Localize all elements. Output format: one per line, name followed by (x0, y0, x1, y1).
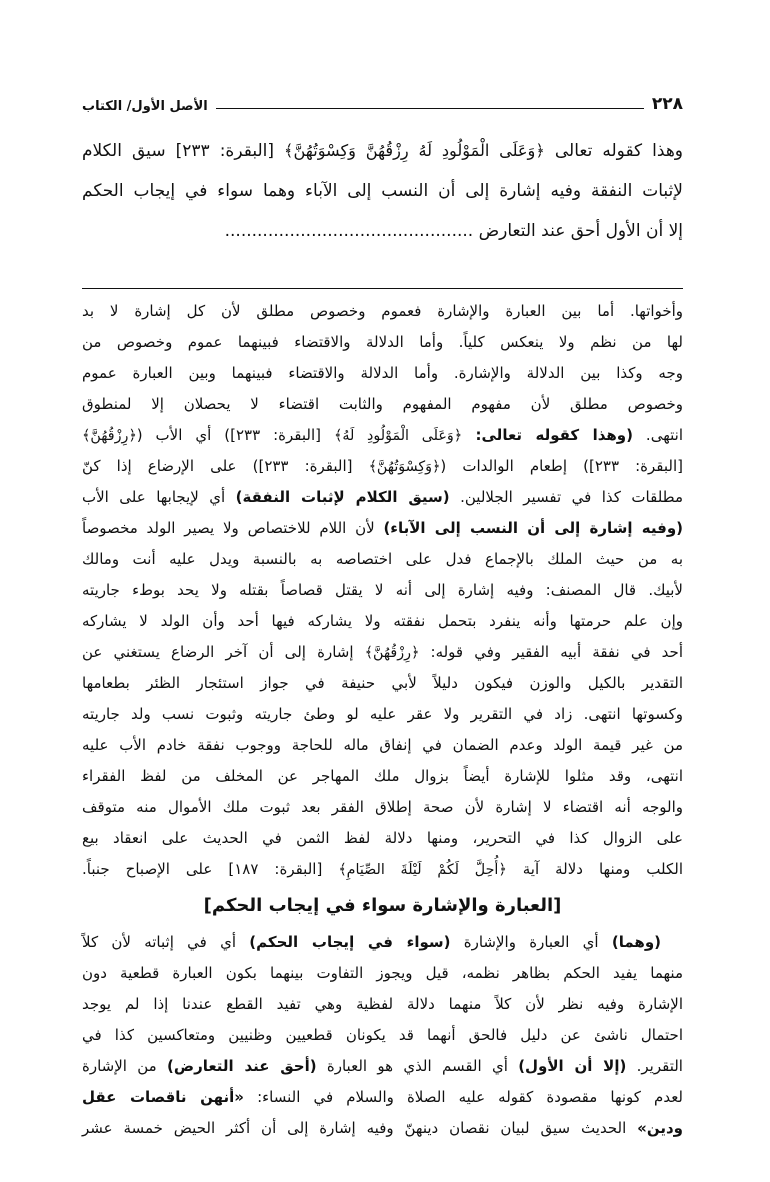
text-segment: لأبيك. قال المصنف: وفيه إشارة إلى أنه لا يقتل قصاصاً بقتله ولا يحد بوطء جاريته (82, 581, 683, 599)
text-segment: التقدير بالكيل والوزن فيكون دليلاً لأبي حنيفة في جواز استئجار الظئر بطعامها (82, 674, 683, 692)
text-segment: وكسوتها انتهى. زاد في التقرير ولا عقر عليه لو وطئ جاريته وثبوت نسب ولد جاريته (82, 705, 683, 723)
text-line (82, 989, 683, 1020)
text-segment: على الزوال كذا في التحرير، ومنها دلالة لفظ الثمن في الحديث على انعقاد بيع (82, 829, 683, 847)
text-line (82, 389, 683, 420)
bold-matn-text: (وهذا كقوله تعالى: (462, 426, 633, 444)
quran-quote: ﴿رِزْقُهُنَّ﴾ (82, 428, 137, 444)
bold-matn-text: (إلا أن الأول) (518, 1057, 627, 1075)
text-segment: [البقرة: ٢٣٣]) على الإرضاع إذا كنّ (82, 457, 369, 475)
text-line (82, 823, 683, 854)
text-line (82, 358, 683, 389)
text-line (82, 730, 683, 761)
text-line (82, 854, 683, 885)
text-line (82, 327, 683, 358)
commentary-text (82, 296, 683, 1144)
quran-quote: ﴿وَكِسْوَتُهُنَّ﴾ (368, 459, 441, 475)
text-segment: وخصوص مطلق لأن مفهوم المفهوم والثابت اقتضاء لا يحصلان إلا لمنطوق (82, 395, 683, 413)
text-segment: به من حيث الملك بالإجماع فدل على اختصاصه به بالنسبة ويدل عليه أنت ومالك (82, 550, 683, 568)
text-segment: احتمال ناشئ عن دليل فالحق أنهما قد يكونان قطعيين وظنيين ومتعاكسين كذا في (82, 1026, 683, 1044)
text-line (82, 1082, 683, 1113)
text-line (82, 792, 683, 823)
text-line (82, 513, 683, 544)
section-heading: [العبارة والإشارة سواء في إيجاب الحكم] (203, 895, 562, 916)
text-line (82, 451, 683, 482)
bold-matn-text: (وهما) (611, 933, 661, 951)
text-segment: وإن علم حرمتها وأنه ينفرد بتحمل نفقته ولا يشاركه فيها أحد وأن الولد لا يشاركه (82, 612, 683, 630)
page-header (82, 88, 683, 114)
text-line (82, 131, 683, 171)
text-line (82, 699, 683, 730)
text-segment: وجه وكذا بين الدلالة والإشارة. وأما الدلالة والاقتضاء فبينهما وبين العبارة عموم (82, 364, 683, 382)
text-segment: [البقرة: ١٨٧] على الإصباح جنباً. (82, 860, 339, 878)
text-segment: من غير قيمة الولد وعدم الضمان في إنفاق ماله للحاجة ووجوب نفقة خادم الأب عليه (82, 736, 683, 754)
bold-matn-text: (أحق عند التعارض) (167, 1057, 317, 1075)
quran-quote: ﴿وَعَلَى الْمَوْلُودِ لَهُ﴾ (333, 428, 463, 444)
text-segment: الكلب ومنها دلالة آية (506, 860, 684, 878)
text-segment: مطلقات كذا في تفسير الجلالين. (449, 488, 683, 506)
text-line (82, 761, 683, 792)
text-line (82, 211, 683, 251)
text-line (82, 1113, 683, 1144)
running-title: الأصل الأول/ الكتاب (82, 99, 208, 114)
text-line (82, 1051, 683, 1082)
quran-quote: ﴿أُحِلَّ لَكُمْ لَيْلَةَ الصِّيَامِ﴾ (338, 862, 507, 878)
text-line (82, 544, 683, 575)
text-line (82, 482, 683, 513)
text-line (82, 958, 683, 989)
text-line (82, 420, 683, 451)
text-segment: انتهى، وقد مثلوا للإشارة أيضاً بزوال ملك المهاجر عن المخلف من لفظ الفقراء (82, 767, 683, 785)
text-segment: أحد في نفقة أبيه الفقير وفي قوله: (419, 643, 683, 661)
text-segment: منهما يفيد الحكم بظاهر نظمه، قيل ويجوز التفاوت بينهما بكون العبارة قطعية دون (82, 964, 683, 982)
text-line (82, 606, 683, 637)
bold-matn-text: (سيق الكلام لإثبات النفقة) (235, 488, 450, 506)
text-segment: وهذا كقوله تعالى (544, 141, 684, 161)
text-segment: التقرير. (626, 1057, 683, 1075)
text-line (82, 296, 683, 327)
text-segment: لعدم كونها مقصودة كقوله عليه الصلاة والسلام في النساء: (243, 1088, 683, 1106)
main-text (82, 131, 683, 251)
text-line (82, 927, 683, 958)
quran-quote: ﴿وَعَلَى الْمَوْلُودِ لَهُ رِزْقُهُنَّ وَكِسْوَتُهُنَّ﴾ (284, 141, 545, 160)
bold-matn-text: (وفيه إشارة إلى أن النسب إلى الآباء) (383, 519, 683, 537)
text-line (82, 668, 683, 699)
text-segment: [البقرة: ٢٣٣]) إطعام الوالدات ( (440, 457, 684, 475)
footnote-separator (82, 288, 683, 289)
text-segment: [البقرة: ٢٣٣]) أي الأب ( (136, 426, 334, 444)
text-segment: لأن اللام للاختصاص ولا يصير الولد مخصوصاً (82, 519, 384, 537)
text-segment: لها من نظم ولا ينعكس كلياً. وأما الدلالة والاقتضاء فبينهما عموم وخصوص من (82, 333, 683, 351)
text-segment: أي العبارة والإشارة (450, 933, 612, 951)
page-number: ٢٢٨ (651, 94, 683, 114)
text-segment: أي القسم الذي هو العبارة (316, 1057, 519, 1075)
text-segment: [البقرة: ٢٣٣] سيق الكلام (82, 141, 285, 161)
text-segment: والوجه أنه اقتضاء لا إشارة لأن صحة إطلاق الفقر بعد ثبوت ملك الأموال منه متوقف (82, 798, 683, 816)
text-segment: انتهى. (632, 426, 683, 444)
header-rule (216, 108, 644, 109)
text-line (82, 1020, 683, 1051)
bold-matn-text: (سواء في إيجاب الحكم) (249, 933, 451, 951)
text-segment: الإشارة وفيه نظر لأن كلاً منهما دلالة لفظية وهي تفيد القطع عندنا إذا لم يوجد (82, 995, 683, 1013)
bold-matn-text: «أنهن ناقصات عقل (82, 1088, 244, 1106)
text-segment: إلا أن الأول أحق عند التعارض (473, 221, 683, 241)
text-line (82, 575, 683, 606)
text-segment: وأخواتها. أما بين العبارة والإشارة فعموم وخصوص مطلق لأن كل إشارة لا بد (82, 302, 683, 320)
text-segment: الحديث سيق لبيان نقصان دينهنّ وفيه إشارة إلى أن أكثر الحيض خمسة عشر (82, 1119, 638, 1137)
text-line (82, 637, 683, 668)
text-line (82, 171, 683, 211)
text-segment: من الإشارة (82, 1057, 168, 1075)
text-segment: أي في إثباته لأن كلاً (82, 933, 250, 951)
text-segment: إشارة إلى أن آخر الرضاع يستغني عن (82, 643, 365, 661)
bold-matn-text: ودين» (637, 1119, 683, 1137)
text-segment: أي لإيجابها على الأب (82, 488, 236, 506)
text-segment: لإثبات النفقة وفيه إشارة إلى أن النسب إلى الآباء وهما سواء في إيجاب الحكم (82, 181, 683, 201)
text-segment: .............................................. (224, 221, 474, 241)
quran-quote: ﴿رِزْقُهُنَّ﴾ (364, 645, 420, 661)
